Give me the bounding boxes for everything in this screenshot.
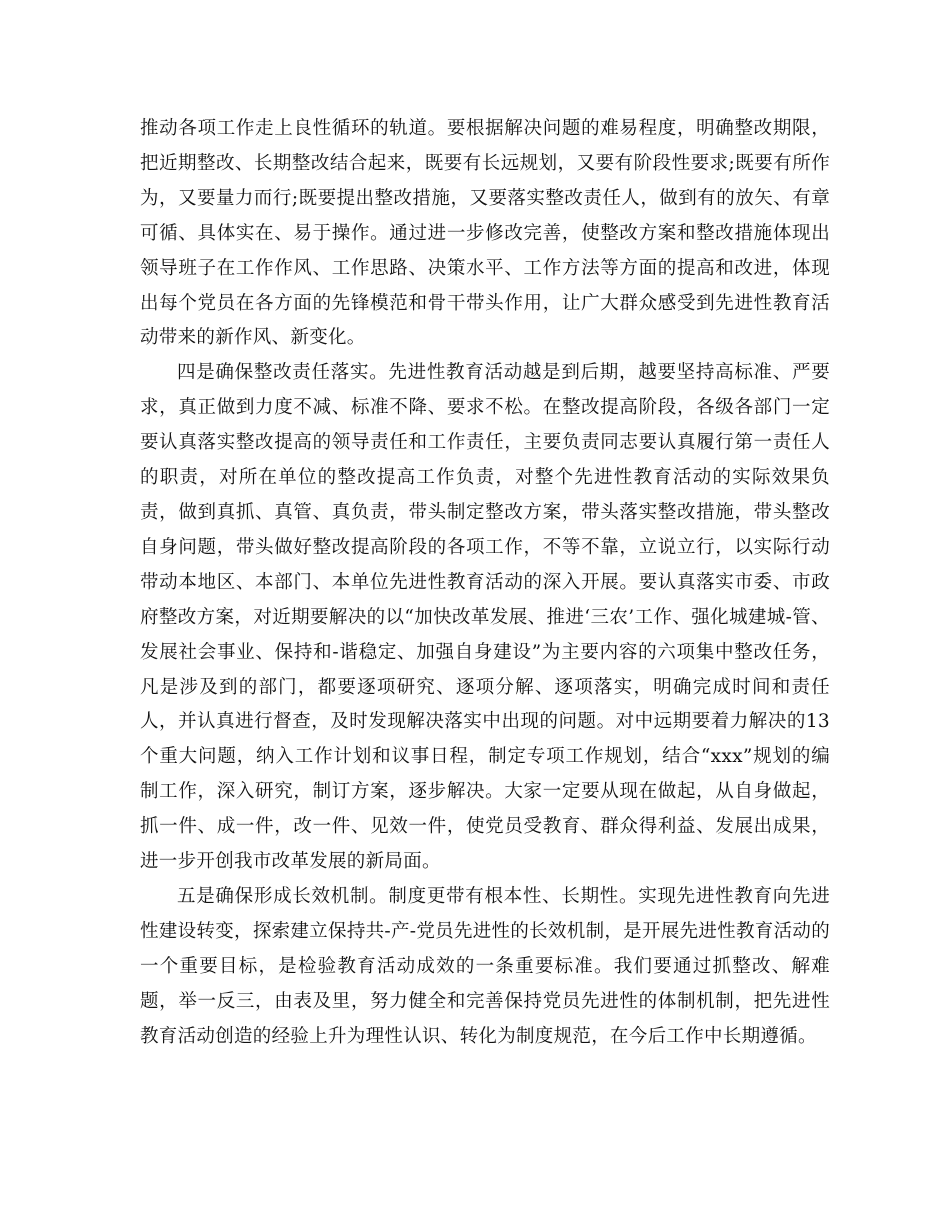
- document-body: [140, 112, 830, 1054]
- paragraph-continuation: 推动各项工作走上良性循环的轨道。要根据解决问题的难易程度，明确整改期限，把近期整改、长期整改结合起来，既要有长远规划，又要有阶段性要求;既要有所作为，又要量力而行;既要提出整改措施，又要落实整改责任人，做到有的放矢、有章可循、具体实在、易于操作。通过进一步修改完善，使整改方案和整改措施体现出领导班子在工作作风、工作思路、决策水平、工作方法等方面的提高和改进，体现出每个党员在各方面的先锋模范和骨干带头作用，让广大群众感受到先进性教育活动带来的新作风、新变化。: [140, 118, 830, 349]
- paragraph-point-five: 五是确保形成长效机制。制度更带有根本性、长期性。实现先进性教育向先进性建设转变，探索建立保持共-产-党员先进性的长效机制，是开展先进性教育活动的一个重要目标，是检验教育活动成效的一条重要标准。我们要通过抓整改、解难题，举一反三，由表及里，努力健全和完善保持党员先进性的体制机制，把先进性教育活动创造的经验上升为理性认识、转化为制度规范，在今后工作中长期遵循。: [140, 885, 830, 1047]
- paragraph-point-four: 四是确保整改责任落实。先进性教育活动越是到后期，越要坚持高标准、严要求，真正做到力度不减、标准不降、要求不松。在整改提高阶段，各级各部门一定要认真落实整改提高的领导责任和工作责任，主要负责同志要认真履行第一责任人的职责，对所在单位的整改提高工作负责，对整个先进性教育活动的实际效果负责，做到真抓、真管、真负责，带头制定整改方案，带头落实整改措施，带头整改自身问题，带头做好整改提高阶段的各项工作，不等不靠，立说立行，以实际行动带动本地区、本部门、本单位先进性教育活动的深入开展。要认真落实市委、市政府整改方案，对近期要解决的以“加快改革发展、推进‘三农’工作、强化城建城-管、发展社会事业、保持和-谐稳定、加强自身建设”为主要内容的六项集中整改任务，凡是涉及到的部门，都要逐项研究、逐项分解、逐项落实，明确完成时间和责任人，并认真进行督查，及时发现解决落实中出现的问题。对中远期要着力解决的13个重大问题，纳入工作计划和议事日程，制定专项工作规划，结合“xxx”规划的编制工作，深入研究，制订方案，逐步解决。大家一定要从现在做起，从自身做起，抓一件、成一件，改一件、见效一件，使党员受教育、群众得利益、发展出成果，进一步开创我市改革发展的新局面。: [140, 362, 830, 873]
